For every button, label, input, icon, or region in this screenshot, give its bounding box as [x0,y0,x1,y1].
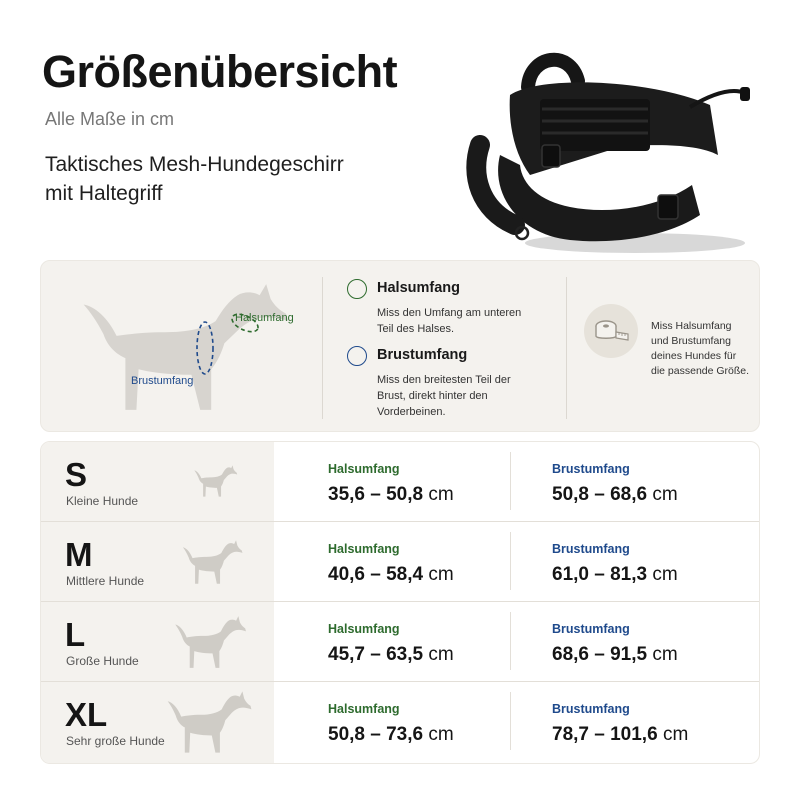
neck-label: Halsumfang [328,542,400,556]
chest-label: Brustumfang [552,542,630,556]
measuring-tip: Miss Halsumfang und Brustumfang deines Hundes für die passende Größe. [651,320,750,377]
neck-instruction-title: Halsumfang [377,280,460,296]
dog-silhouette-icon [181,534,245,590]
neck-label: Halsumfang [328,462,400,476]
divider [510,612,511,670]
neck-instruction-text: Miss den Umfang am unteren Teil des Halses. [377,307,522,335]
size-label: XL [65,696,108,733]
divider [510,452,511,510]
size-description: Mittlere Hunde [66,574,145,588]
neck-value: 40,6 – 58,4 cm [328,564,454,585]
neck-diagram-label: Halsumfang [235,312,294,324]
chest-circle-icon [347,346,367,366]
chest-value: 68,6 – 91,5 cm [552,644,678,665]
chest-label: Brustumfang [552,462,630,476]
chest-instruction-text: Miss den breitesten Teil der Brust, direkt hinter den Vorderbeinen. [377,374,511,418]
chest-instruction-title: Brustumfang [377,347,468,363]
size-row-s [41,442,760,522]
size-label: L [65,616,86,653]
size-label: S [65,456,88,493]
neck-value: 35,6 – 50,8 cm [328,484,454,505]
dog-silhouette-icon [165,686,255,758]
neck-value: 50,8 – 73,6 cm [328,724,454,745]
size-row-l [41,602,760,682]
page-title: Größenübersicht [42,46,398,97]
chest-diagram-label: Brustumfang [131,375,194,387]
product-name-line1: Taktisches Mesh-Hundegeschirr [45,153,344,176]
neck-circle-icon [347,279,367,299]
chest-value: 50,8 – 68,6 cm [552,484,678,505]
dog-harness-image [460,35,760,260]
dog-silhouette-icon [193,460,239,502]
measurement-guide [40,260,760,432]
units-subtitle: Alle Maße in cm [45,109,175,129]
divider [566,277,567,419]
size-description: Große Hunde [66,654,139,668]
size-row-xl [41,682,760,764]
chest-label: Brustumfang [552,702,630,716]
size-label: M [65,536,93,573]
neck-value: 45,7 – 63,5 cm [328,644,454,665]
divider [322,277,323,419]
chest-value: 61,0 – 81,3 cm [552,564,678,585]
product-name [45,150,425,208]
dog-measurement-diagram [77,273,337,423]
dog-silhouette-icon [173,610,249,674]
product-name-line2: mit Haltegriff [45,182,163,205]
measuring-tape-icon [584,304,638,358]
size-description: Sehr große Hunde [66,734,165,748]
size-row-m [41,522,760,602]
size-description: Kleine Hunde [66,494,139,508]
neck-label: Halsumfang [328,622,400,636]
chest-label: Brustumfang [552,622,630,636]
size-table [40,441,760,764]
divider [510,532,511,590]
divider [510,692,511,750]
chest-value: 78,7 – 101,6 cm [552,724,689,745]
neck-label: Halsumfang [328,702,400,716]
